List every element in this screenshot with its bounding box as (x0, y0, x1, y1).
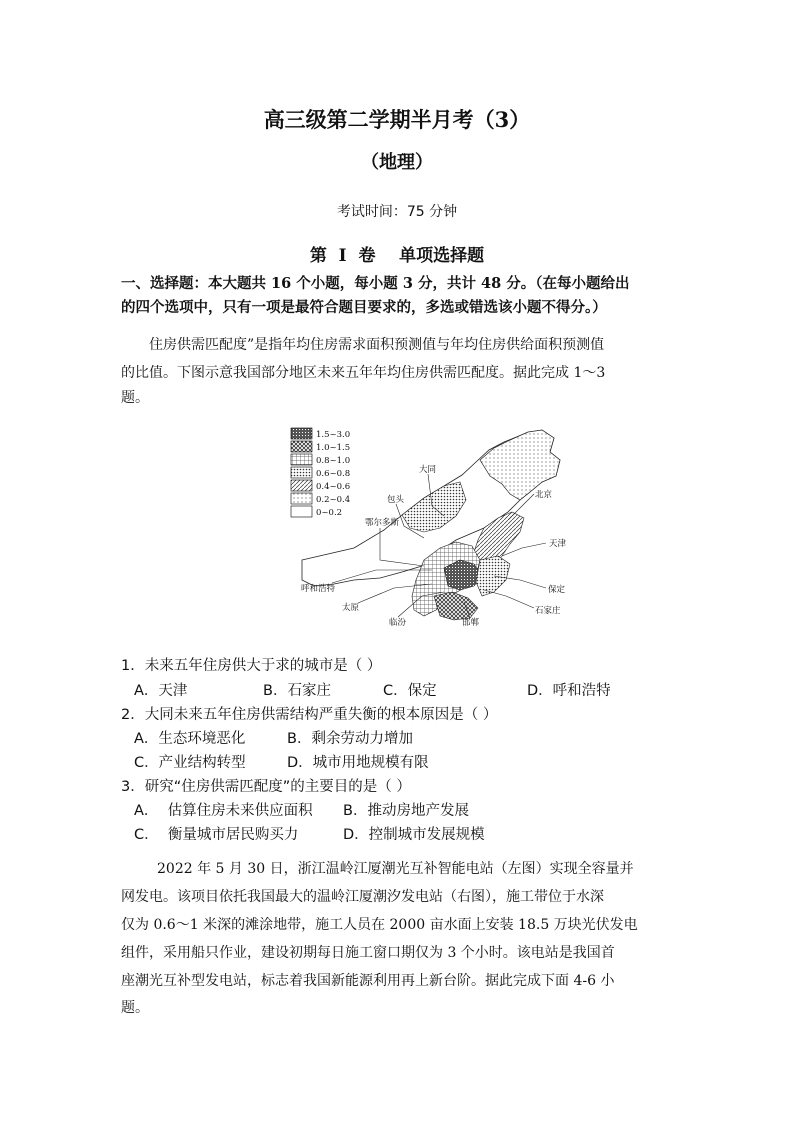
q2-option-a[interactable]: A．生态环境恶化 (134, 731, 246, 747)
label-datong: 大同 (419, 465, 437, 475)
legend-swatch-6 (291, 493, 312, 504)
q1-stem: 1．未来五年住房供大于求的城市是（ ） (121, 658, 382, 674)
passage2-line-5: 座潮光互补型发电站，标志着我国新能源利用再上新台阶。据此完成下面 4-6 小 (121, 973, 615, 989)
label-ordos: 鄂尔多斯 (365, 518, 400, 528)
legend-swatch-4 (291, 467, 312, 478)
legend-swatch-7 (291, 506, 312, 517)
legend-label-4: 0.6~0.8 (316, 469, 351, 479)
passage2-line-6: 题。 (121, 1000, 149, 1016)
passage1-line-1: 住房供需匹配度”是指年均住房需求面积预测值与年均住房供给面积预测值 (149, 337, 605, 353)
q3-stem: 3．研究“住房供需匹配度”的主要目的是（ ） (121, 779, 411, 795)
label-shijiazhuang: 石家庄 (535, 606, 561, 616)
region-south-cross (434, 592, 478, 620)
label-hohhot: 呼和浩特 (301, 584, 336, 594)
q1-option-d[interactable]: D．呼和浩特 (527, 683, 611, 699)
label-beijing: 北京 (535, 490, 553, 500)
map-legend (291, 428, 350, 518)
legend-label-5: 0.4~0.6 (316, 482, 351, 492)
label-baoding: 保定 (548, 585, 566, 595)
passage1-line-2: 的比值。下图示意我国部分地区未来五年年均住房供需匹配度。据此完成 1～3 (121, 365, 606, 381)
q1-option-c[interactable]: C．保定 (383, 683, 437, 699)
label-linfen: 临汾 (389, 618, 407, 628)
legend-label-2: 1.0~1.5 (316, 443, 351, 453)
legend-label-1: 1.5~3.0 (316, 430, 351, 440)
legend-swatch-1 (291, 428, 312, 439)
q2-option-b[interactable]: B．剩余劳动力增加 (287, 731, 413, 747)
q3-option-d[interactable]: D．控制城市发展规模 (343, 827, 485, 843)
legend-swatch-5 (291, 480, 312, 491)
passage2-line-1: 2022 年 5 月 30 日，浙江温岭江厦潮光互补智能电站（左图）实现全容量并 (157, 861, 634, 877)
label-handan: 邯郸 (462, 618, 480, 628)
passage1-line-3: 题。 (121, 390, 149, 406)
legend-label-6: 0.2~0.4 (316, 495, 351, 505)
passage2-line-2: 网发电。该项目依托我国最大的温岭江厦潮汐发电站（右图），施工带位于水深 (121, 889, 604, 905)
q2-option-c[interactable]: C．产业结构转型 (134, 755, 246, 771)
label-tianjin: 天津 (549, 539, 567, 549)
subject-title: （地理） (361, 152, 433, 173)
legend-label-3: 0.8~1.0 (316, 456, 351, 466)
label-baotou: 包头 (387, 495, 405, 505)
label-taiyuan: 太原 (342, 603, 360, 613)
exam-time: 考试时间：75 分钟 (336, 204, 458, 220)
passage2-line-3: 仅为 0.6～1 米深的滩涂地带，施工人员在 2000 亩水面上安装 18.5 万块光伏发电 (121, 917, 638, 933)
q2-stem: 2．大同未来五年住房供需结构严重失衡的根本原因是（ ） (121, 707, 498, 723)
page-title: 高三级第二学期半月考（3） (263, 107, 531, 132)
q3-option-b[interactable]: B．推动房地产发展 (343, 803, 469, 819)
q3-option-c[interactable]: C． 衡量城市居民购买力 (134, 827, 299, 843)
legend-swatch-3 (291, 454, 312, 465)
passage2-line-4: 组件，采用船只作业，建设初期每日施工窗口期仅为 3 个小时。该电站是我国首 (121, 945, 615, 961)
section-heading: 第 Ⅰ 卷 单项选择题 (309, 246, 485, 266)
q1-option-b[interactable]: B．石家庄 (263, 683, 331, 699)
region-east-dots (476, 556, 510, 596)
instructions-line-2: 的四个选项中，只有一项是最符合题目要求的，多选或错选该小题不得分。） (121, 299, 607, 316)
legend-swatch-2 (291, 441, 312, 452)
housing-match-map (284, 420, 584, 632)
q3-option-a[interactable]: A． 估算住房未来供应面积 (134, 803, 313, 819)
instructions-line-1: 一、选择题：本大题共 16 个小题，每小题 3 分，共计 48 分。（在每小题给出 (121, 275, 630, 292)
legend-label-7: 0~0.2 (316, 508, 343, 518)
q2-option-d[interactable]: D．城市用地规模有限 (287, 755, 429, 771)
q1-option-a[interactable]: A．天津 (134, 683, 188, 699)
